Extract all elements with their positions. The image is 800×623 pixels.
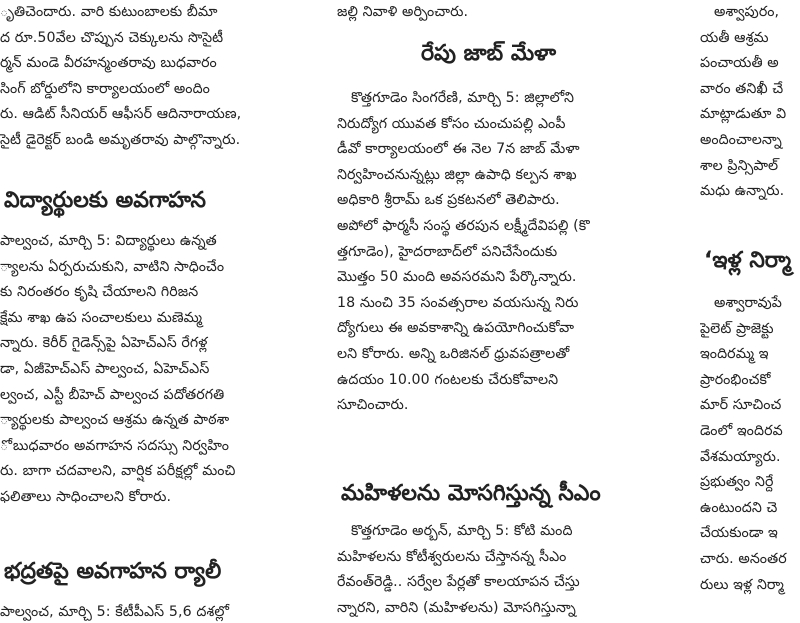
text-line: కొత్తగూడెం సింగరేణి, మార్చి 5: జిల్లాలోని [351,90,575,106]
text-line: అందించాలన్నా [700,131,782,148]
article-heading: భద్రతపై అవగాహన ర్యాలీ [4,559,222,584]
text-line: మాట్లాడుతూ వి [700,106,787,123]
text-line: అశ్వారావుపే [714,295,782,311]
text-line: పైలెట్ ప్రాజెక్టు [700,320,774,337]
text-line: ్యార్థులకు పాల్వంచ ఆశ్రమ ఉన్నత పాఠశా [0,412,230,429]
text-line: అపోలో ఫార్మసీ సంస్థ తరపున లక్ష్మీదేవిపల్లి (కొ [337,217,590,234]
text-line: డా, ఏజీహెచ్ఎస్ పాల్వంచ, ఏహెచ్ఎస్ [0,360,210,377]
text-line: డీవో కార్యాలయంలో ఈ నెల 7న జాబ్ మేళా [337,141,580,158]
article-1-body [700,0,800,205]
middle-column [337,0,685,623]
article-heading: ‘ఇళ్ల నిర్మా [704,248,792,273]
text-line: ఉదయం 10.00 గంటలకు చేరుకోవాలని [337,371,559,388]
text-line: ల్వంచ, ఎస్టీ బీహెచ్ పాల్వంచ పదోతరగతి [0,386,225,403]
text-line: యతీ ఆశ్రమ [700,29,769,46]
text-line: న్నారు. కెరీర్ గైడెన్స్‌పై ఏహెచ్ఎస్ రేగళ్ల [0,335,208,352]
text-line: క్షేమ శాఖ ఉప సంచాలకులు మణెమ్మ [0,309,203,326]
text-line: సైటీ డైరెక్టర్ బండి అమృతరావు పాల్గొన్నారు. [0,131,241,148]
text-line: పాల్వంచ, మార్చి 5: కేటీపీఎస్ 5,6 దశల్లో [0,604,230,620]
text-line: ఉంటుందని చె [700,499,778,516]
article-2-body [337,519,685,621]
article-2-body [700,291,800,598]
text-line: పాల్వంచ, మార్చి 5: విద్యార్థులు ఉన్నత [0,233,217,249]
text-line: ద రూ.50వేల చొప్పున చెక్కులను సొసైటీ [0,29,224,46]
article-2-body [0,229,322,511]
article-3-body [0,600,322,623]
text-line: ్యాలను ఏర్పరుచుకుని, వాటిని సాధించేం [0,258,225,275]
text-line: ో బుధవారం అవగాహన సదస్సు నిర్వహిం [0,437,230,454]
left-column [0,0,322,623]
text-line: ప్రారంభించకో [700,371,771,388]
text-line: శాల ప్రిన్సిపాల్ [700,157,779,174]
text-line: నిరుద్యోగ యువత కోసం చుంచుపల్లి ఎంపీ [337,115,566,132]
text-line: కొత్తగూడెం అర్బన్, మార్చి 5: కోటి మంది [351,523,573,539]
text-line: జల్లి నివాళి అర్పించారు. [337,4,469,20]
text-line: రులు ఇళ్ల నిర్మా [700,576,784,593]
text-line: మార్ సూచించ [700,397,782,414]
article-heading: రేపు జాబ్ మేళా [421,41,557,66]
text-line: ఫలితాలు సాధించాలని కోరారు. [0,488,172,505]
text-line: ద్యోగులు ఈ అవకాశాన్ని ఉపయోగించుకోవా [337,320,575,337]
text-line: రు. ఆడిట్ సీనియర్ ఆఫీసర్ ఆదినారాయణ, [0,106,242,123]
article-1-body [0,0,322,154]
text-line: సింగ్ బోర్డులోని కార్యాలయంలో అందిం [0,80,210,97]
article-0-body [337,0,685,26]
text-line: మధు ఉన్నారు. [700,183,785,200]
article-heading: విద్యార్థులకు అవగాహన [4,188,206,213]
text-line: త్తగూడెం), హైదరాబాద్‌లో పనిచేసేందుకు [337,243,558,260]
text-line: చేయకుండా ఇ [700,525,778,542]
text-line: రేవంత్‌రెడ్డి.. సర్వేల పేర్లతో కాలయాపన చేస్తు [337,574,580,591]
text-line: ర్మన్ మండె వీరహన్మంతరావు బుధవారం [0,55,217,72]
text-line: మహిళలను కోటీశ్వరులను చేస్తానన్న సీఎం [337,548,567,565]
text-line: 18 నుంచి 35 సంవత్సరాల వయసున్న నిరు [337,294,579,311]
article-1-body [337,86,685,419]
text-line: పంచాయతీ అ [700,55,779,72]
text-line: వేశమయ్యారు. [700,448,781,465]
text-line: కు నిరంతరం కృషి చేయాలని గిరిజన [0,284,199,301]
text-line: ృతిచెందారు. వారి కుటుంబాలకు బీమా [0,4,218,20]
right-column [700,0,800,623]
text-line: సూచించారు. [337,397,409,414]
text-line: ఇందిరమ్మ ఇ [700,346,769,363]
text-line: లని కోరారు. అన్ని ఒరిజినల్ ధ్రువపత్రాలతో [337,345,570,362]
text-line: న్నారని, వారిని (మహిళలను) మోసగిస్తున్నా [337,599,576,616]
text-line: మొత్తం 50 మంది అవసరమని పేర్కొన్నారు. [337,269,577,286]
article-heading: మహిళలను మోసగిస్తున్న సీఎం [341,481,601,506]
text-line: డెంలో ఇందిరవ [700,422,783,439]
text-line: వారం తనిఖీ చే [700,80,784,97]
text-line: అధికారి శ్రీరామ్ ఒక ప్రకటనలో తెలిపారు. [337,192,560,209]
text-line: ప్రభుత్వం నిర్దే [700,474,774,491]
text-line: నిర్వహించనున్నట్లు జిల్లా ఉపాధి కల్పన శాఖ [337,166,577,183]
text-line: రు. బాగా చదవాలని, వార్షిక పరీక్షల్లో మంచి [0,463,236,480]
text-line: చారు. అనంతర [700,550,787,567]
text-line: అశ్వాపురం, [714,4,780,20]
